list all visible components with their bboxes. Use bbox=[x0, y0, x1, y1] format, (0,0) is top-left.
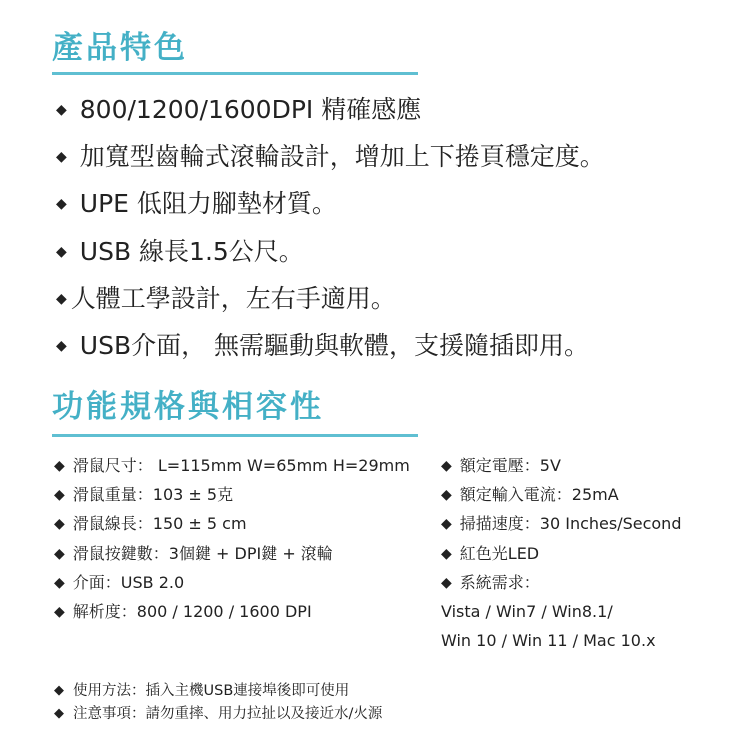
bullet-diamond-icon: ◆ bbox=[54, 516, 65, 533]
feature-text: USB介面， 無需驅動與軟體，支援隨插即用。 bbox=[79, 330, 590, 360]
bullet-diamond-icon: ◆ bbox=[56, 196, 67, 213]
features-title: 產品特色 bbox=[52, 30, 188, 66]
os-line-1: Vista / Win7 / Win8.1/ bbox=[441, 601, 613, 621]
feature-text: 800/1200/1600DPI 精確感應 bbox=[79, 95, 422, 124]
spec-text: 系統需求： bbox=[459, 572, 540, 592]
bullet-diamond-icon: ◆ bbox=[54, 683, 64, 698]
features-list bbox=[56, 92, 605, 375]
spec-rated-voltage bbox=[441, 456, 681, 485]
spec-resolution bbox=[54, 602, 410, 631]
spec-buttons bbox=[54, 544, 410, 573]
note-text: 使用方法：插入主機USB連接埠後即可使用 bbox=[73, 683, 350, 699]
notes-list bbox=[54, 681, 382, 727]
bullet-diamond-icon: ◆ bbox=[441, 487, 452, 504]
spec-text: 滑鼠重量：103 ± 5克 bbox=[72, 485, 234, 505]
spec-text: 額定電壓：5V bbox=[459, 456, 561, 475]
bullet-diamond-icon: ◆ bbox=[56, 149, 67, 166]
spec-text: 額定輸入電流：25mA bbox=[459, 485, 619, 505]
feature-item-cable-length bbox=[56, 234, 605, 281]
spec-text: 介面：USB 2.0 bbox=[72, 572, 185, 592]
spec-rated-current bbox=[441, 485, 681, 514]
bullet-diamond-icon: ◆ bbox=[54, 603, 65, 620]
feature-item-upe-feet bbox=[56, 186, 605, 233]
spec-scan-speed bbox=[441, 514, 681, 543]
bullet-diamond-icon: ◆ bbox=[54, 706, 64, 721]
specs-underline bbox=[52, 434, 418, 437]
bullet-diamond-icon: ◆ bbox=[56, 290, 67, 307]
bullet-diamond-icon: ◆ bbox=[56, 337, 67, 354]
spec-weight bbox=[54, 485, 410, 514]
spec-dimensions bbox=[54, 456, 410, 485]
spec-text: 滑鼠線長：150 ± 5 cm bbox=[72, 514, 247, 534]
bullet-diamond-icon: ◆ bbox=[56, 243, 67, 260]
bullet-diamond-icon: ◆ bbox=[441, 545, 452, 562]
bullet-diamond-icon: ◆ bbox=[54, 574, 65, 591]
spec-text: 滑鼠按鍵數：3個鍵 + DPI鍵 + 滾輪 bbox=[72, 543, 333, 563]
feature-text: 人體工學設計，左右手適用。 bbox=[70, 283, 396, 313]
bullet-diamond-icon: ◆ bbox=[56, 102, 67, 118]
spec-text: 紅色光LED bbox=[459, 543, 540, 563]
spec-text: 滑鼠尺寸： L=115mm W=65mm H=29mm bbox=[72, 456, 410, 475]
spec-text: 解析度：800 / 1200 / 1600 DPI bbox=[72, 601, 312, 621]
specs-right-list bbox=[441, 456, 681, 660]
spec-text: 掃描速度：30 Inches/Second bbox=[459, 514, 682, 534]
feature-text: UPE 低阻力腳墊材質。 bbox=[79, 189, 337, 219]
feature-item-ergonomic bbox=[56, 281, 605, 328]
bullet-diamond-icon: ◆ bbox=[441, 574, 452, 591]
feature-text: USB 線長1.5公尺。 bbox=[79, 236, 304, 266]
bullet-diamond-icon: ◆ bbox=[441, 458, 452, 474]
feature-text: 加寬型齒輪式滾輪設計，增加上下捲頁穩定度。 bbox=[79, 142, 605, 172]
spec-interface bbox=[54, 573, 410, 602]
feature-item-dpi bbox=[56, 92, 605, 139]
specs-left-list bbox=[54, 456, 410, 631]
bullet-diamond-icon: ◆ bbox=[441, 516, 452, 533]
spec-red-led bbox=[441, 544, 681, 573]
feature-item-scroll-wheel bbox=[56, 139, 605, 186]
feature-item-plug-and-play bbox=[56, 328, 605, 375]
note-caution bbox=[54, 704, 382, 727]
spec-system-requirements bbox=[441, 573, 681, 602]
specs-title: 功能規格與相容性 bbox=[52, 389, 324, 425]
spec-cable-length bbox=[54, 514, 410, 543]
note-text: 注意事項：請勿重摔、用力拉扯以及接近水/火源 bbox=[73, 706, 383, 722]
bullet-diamond-icon: ◆ bbox=[54, 458, 65, 474]
os-line-2: Win 10 / Win 11 / Mac 10.x bbox=[441, 631, 656, 651]
features-underline bbox=[52, 72, 418, 75]
bullet-diamond-icon: ◆ bbox=[54, 545, 65, 562]
note-usage bbox=[54, 681, 382, 704]
bullet-diamond-icon: ◆ bbox=[54, 487, 65, 504]
